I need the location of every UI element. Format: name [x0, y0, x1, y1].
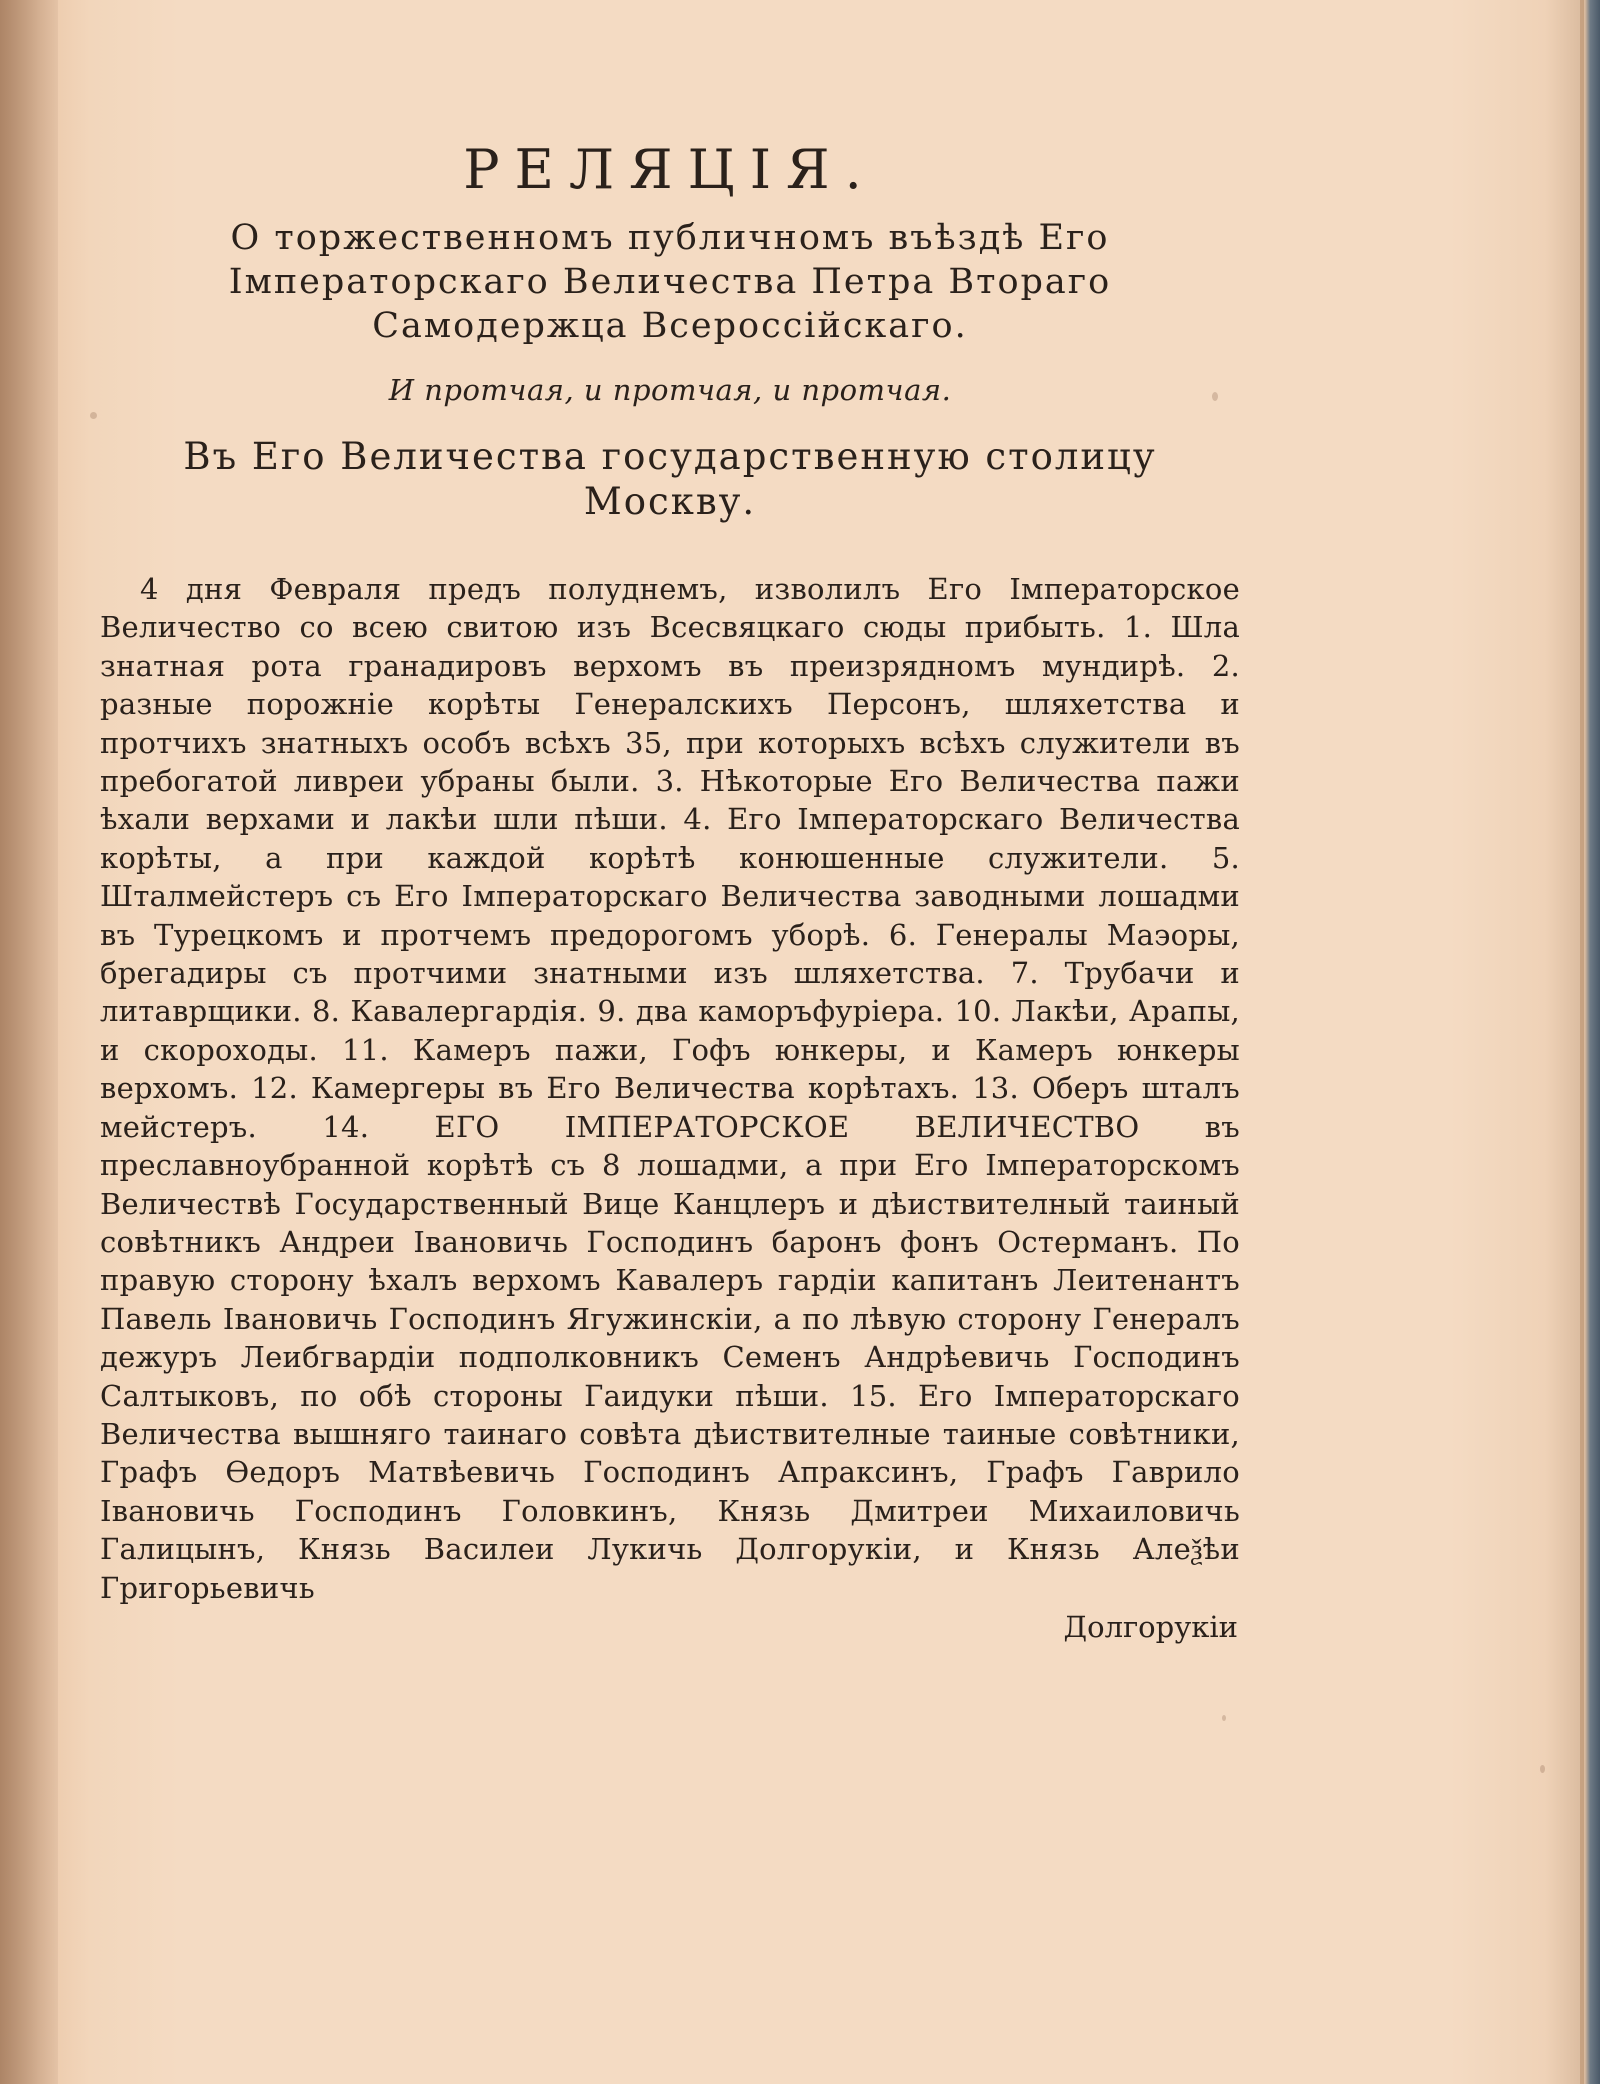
catchword: Долгорукіи: [1063, 1609, 1238, 1644]
page-edge: [1580, 0, 1584, 2084]
document-subtitle: О торжественномъ публичномъ въѣздѣ Его Імператорскаго Величества Петра Втораго Самодержца Всероссійскаго.: [228, 218, 1112, 346]
paper-spot: [1540, 1765, 1545, 1773]
paper-spot: [90, 412, 97, 419]
paper-spot: [1222, 1715, 1226, 1721]
text-column: [100, 138, 1240, 1645]
binding-shadow: [0, 0, 58, 2084]
etcetera-line: И протчая, и протчая, и протчая.: [388, 373, 952, 407]
destination-heading: Въ Его Величества государственную столицу Москву.: [183, 435, 1157, 523]
document-title: РЕЛЯЦІЯ.: [463, 138, 877, 201]
body-paragraph: 4 дня Февраля предъ полуднемъ, изволилъ Его Імператорское Величество со всею свитою изъ Всесвяцкаго сюды прибыть. 1. Шла знатная рота гранадировъ верхомъ въ преизрядномъ мундирѣ. 2. разные порожніе корѣты Генералскихъ Персонъ, шляхетства и протчихъ знатныхъ особъ всѣхъ 35, при которыхъ всѣхъ служители въ пребогатой ливреи убраны были. 3. Нѣкоторые Его Величества пажи ѣхали верхами и лакѣи шли пѣши. 4. Его Імператорскаго Величества корѣты, а при каждой корѣтѣ конюшенные служители. 5. Шталмейстеръ съ Его Імператорскаго Величества заводными лошадми въ Турецкомъ и протчемъ предорогомъ уборѣ. 6. Генералы Маэоры, брегадиры съ протчими знатными изъ шляхетства. 7. Трубачи и литаврщики. 8. Кавалергардія. 9. два каморъфуріера. 10. Лакѣи, Арапы, и скороходы. 11. Камеръ пажи, Гофъ юнкеры, и Камеръ юнкеры верхомъ. 12. Камергеры въ Его Величества корѣтахъ. 13. Оберъ шталъ мейстеръ. 14. ЕГО ІМПЕРАТОРСКОЕ ВЕЛИЧЕСТВО въ преславноубранной корѣтѣ съ 8 лошадми, а при Его Імператорскомъ Величествѣ Государственный Вице Канцлеръ и дѣиствителный таиный совѣтникъ Андреи Івановичь Господинъ баронъ фонъ Остерманъ. По правую сторону ѣхалъ верхомъ Кавалеръ гардіи капитанъ Леитенантъ Павель Івановичь Господинъ Ягужинскіи, а по лѣвую сторону Генералъ дежуръ Леибгвардіи подполковникъ Семенъ Андрѣевичь Господинъ Салтыковъ, по обѣ стороны Гаидуки пѣши. 15. Его Імператорскаго Величества вышняго таинаго совѣта дѣиствителные таиные совѣтники, Графъ Ѳедоръ Матвѣевичь Господинъ Апраксинъ, Графъ Гаврило Івановичь Господинъ Головкинъ, Князь Дмитреи Михаиловичь Галицынъ, Князь Василеи Лукичь Долгорукіи, и Князь Алеѯѣи Григорьевичь: [100, 572, 1240, 1605]
